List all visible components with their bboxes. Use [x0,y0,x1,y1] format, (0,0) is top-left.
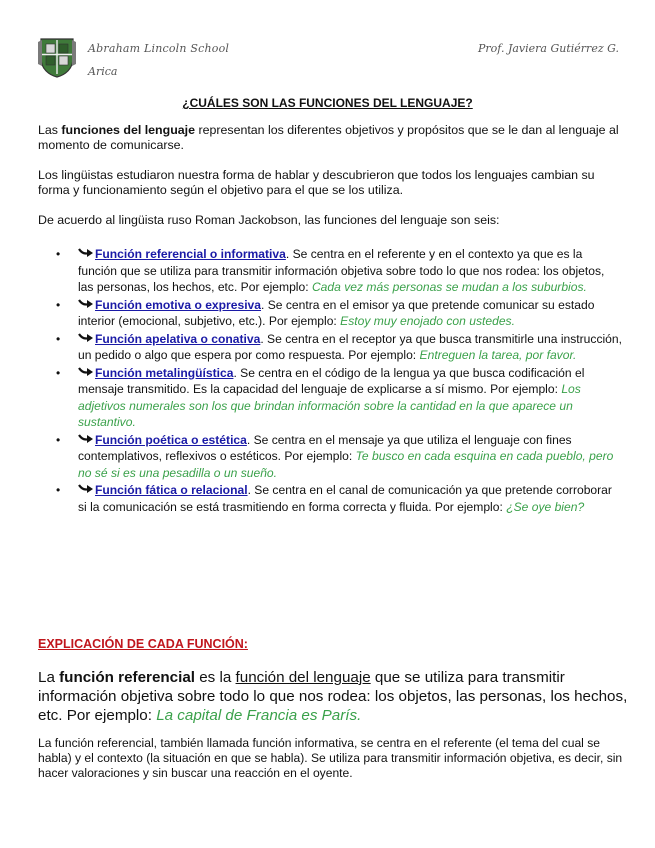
function-example: Te busco en cada esquina en cada pueblo, pero no sé si es una pesadilla o un sueño. [78,449,614,480]
function-example: Los adjetivos numerales son los que brindan información sobre la cantidad en la que aparece un sustantivo. [78,382,581,429]
function-link-fatica[interactable]: Función fática o relacional [95,483,248,497]
function-link-metalinguistica[interactable]: Función metalingüística [95,365,234,380]
function-description: . Se centra en el referente y en el contexto ya que es la función que se utiliza para transmitir información objetiva sobre todo lo que nos rodea: los objetos, las personas, los hechos, etc. Por ejemplo: [78,247,605,294]
bullet-dot: • [56,297,61,312]
intro-paragraph-2: Los lingüistas estudiaron nuestra forma de hablar y descubrieron que todos los lenguajes cambian su forma y funcionamiento según el objetivo para el que se los utiliza. [38,168,595,197]
referential-explanation [38,668,628,725]
teacher-name: Prof. Javiera Gutiérrez G. [478,42,620,55]
bullet-dot: • [56,331,61,346]
function-link-emotiva[interactable]: Función emotiva o expresiva [95,297,262,312]
function-link-poetica[interactable]: Función poética o estética [95,432,247,447]
arrow-right-icon [78,433,94,445]
explanation-example: La capital de Francia es París. [156,707,362,724]
function-description: . Se centra en el emisor ya que pretende comunicar su estado interior (emocional, subjetivo, etc.). Por ejemplo: [78,297,595,328]
bullet-dot: • [56,483,61,497]
document-title: ¿CUÁLES SON LAS FUNCIONES DEL LENGUAJE? [182,96,473,110]
explanation-text: que se utiliza para transmitir información objetiva sobre todo lo que nos rodea: los objetos, las personas, los hechos, etc. Por ejemplo: [38,669,628,724]
list-item [38,246,623,296]
school-crest-icon [38,36,76,78]
function-description: . Se centra en el código de la lengua ya que busca codificación el mensaje transmitido. Es la capacidad del lenguaje de explicarse a sí mismo. Por ejemplo: [78,365,585,396]
list-item [38,482,623,515]
school-city: Arica [88,65,118,78]
function-example: Entreguen la tarea, por favor. [419,348,577,362]
arrow-right-icon [78,298,94,310]
function-example: Estoy muy enojado con ustedes. [340,314,515,328]
function-description: . Se centra en el receptor ya que busca transmitirle una instrucción, un pedido o algo que espera por como respuesta. Por ejemplo: [78,331,622,362]
functions-list [38,246,623,516]
language-function-link[interactable]: función del lenguaje [235,669,371,686]
explanation-text: La [38,669,60,686]
page-header [0,0,655,80]
function-description: . Se centra en el mensaje ya que utiliza el lenguaje con fines contemplativos, reflexivos o estéticos. Por ejemplo: [78,432,572,463]
bullet-dot: • [56,365,61,380]
function-link-referencial[interactable]: Función referencial o informativa [95,247,286,261]
intro-text: Las [38,123,62,137]
bullet-dot: • [56,247,61,261]
intro-paragraph-3: De acuerdo al lingüista ruso Roman Jackobson, las funciones del lenguaje son seis: [38,213,500,227]
list-item [38,365,623,431]
referential-detail-paragraph: La función referencial, también llamada función informativa, se centra en el referente (el tema del cual se habla) y el contexto (la situación en que se habla). Se utiliza para transmitir información objetiva, es decir, sin hacer valoraciones y sin buscar una reacción en el oyente. [38,736,623,780]
intro-bold-term: funciones del lenguaje [61,123,195,137]
intro-text: representan los diferentes objetivos y propósitos que se le dan al lenguaje al momento de comunicarse. [38,123,619,152]
arrow-right-icon [78,483,94,495]
function-example: Cada vez más personas se mudan a los suburbios. [311,280,587,294]
function-description: . Se centra en el canal de comunicación ya que pretende corroborar si la comunicación se está trasmitiendo en forma correcta y fluida. Por ejemplo: [78,483,612,514]
list-item [38,331,623,364]
function-example: ¿Se oye bien? [506,499,585,514]
list-item [38,432,623,482]
section-title: EXPLICACIÓN DE CADA FUNCIÓN: [38,637,248,651]
school-name: Abraham Lincoln School [88,42,230,55]
intro-paragraph-1 [38,123,623,153]
list-item [38,297,623,330]
arrow-right-icon [78,247,94,259]
function-link-apelativa[interactable]: Función apelativa o conativa [95,331,261,346]
arrow-right-icon [78,366,94,378]
explanation-text: es la [195,669,236,686]
bullet-dot: • [56,432,61,447]
explanation-bold-term: función referencial [59,669,196,686]
arrow-right-icon [78,332,94,344]
